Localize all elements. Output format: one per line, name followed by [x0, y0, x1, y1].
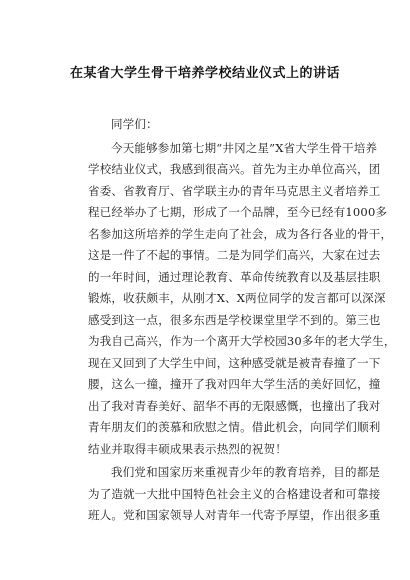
paragraph-1-line: 现在又回到了大学生中间，这种感受就是被青春撞了一下: [88, 355, 381, 370]
paragraph-2-line: 班人。党和国家领导人对青年一代寄予厚望，作出很多重: [88, 508, 381, 522]
paragraph-1-line: 锻炼，收获颇丰，从刚才X、X两位同学的发言都可以深深: [88, 291, 386, 305]
paragraph-1-line: 为我自己高兴，作为一个离开大学校园30多年的老大学生，: [88, 334, 396, 348]
paragraph-2-line: 我们党和国家历来重视青少年的教育培养，目的都是: [111, 465, 381, 479]
greeting: 同学们：: [111, 117, 158, 131]
paragraph-1-line: 程已经举办了七期，形成了一个品牌，至今已经有1000多: [88, 205, 388, 219]
paragraph-1-line: 的一年时间，通过理论教育、革命传统教育以及基层挂职: [88, 269, 381, 284]
paragraph-1-line: 感受到这一点，很多东西是学校课堂里学不到的。第三也: [88, 312, 381, 327]
paragraph-2-line: 为了造就一大批中国特色社会主义的合格建设者和可靠接: [88, 486, 381, 501]
paragraph-1-line: 结业并取得丰硕成果表示热烈的祝贺！: [88, 441, 287, 456]
paragraph-1-line: 出了我对青春美好、韶华不再的无限感慨，也撞出了我对: [88, 398, 381, 413]
paragraph-1-line: 青年朋友们的羡慕和欣慰之情。借此机会，向同学们顺利: [88, 420, 381, 434]
paragraph-1-line: 学校结业仪式，我感到很高兴。首先为主办单位高兴，团: [88, 162, 381, 176]
speech-body: [88, 114, 396, 527]
document-title: 在某省大学生骨干培养学校结业仪式上的讲话: [69, 66, 340, 81]
paragraph-1-line: 省委、省教育厅、省学联主办的青年马克思主义者培养工: [88, 183, 381, 198]
paragraph-1-line: 腰，这么一撞，撞开了我对四年大学生活的美好回忆，撞: [88, 377, 381, 391]
paragraph-1-line: 这是一件了不起的事情。二是为同学们高兴，大家在过去: [88, 248, 381, 262]
paragraph-1-line: 今天能够参加第七期“井冈之星”X省大学生骨干培养: [111, 140, 378, 155]
paragraph-1-line: 名参加这所培养的学生走向了社会，成为各行各业的骨干，: [88, 226, 393, 241]
